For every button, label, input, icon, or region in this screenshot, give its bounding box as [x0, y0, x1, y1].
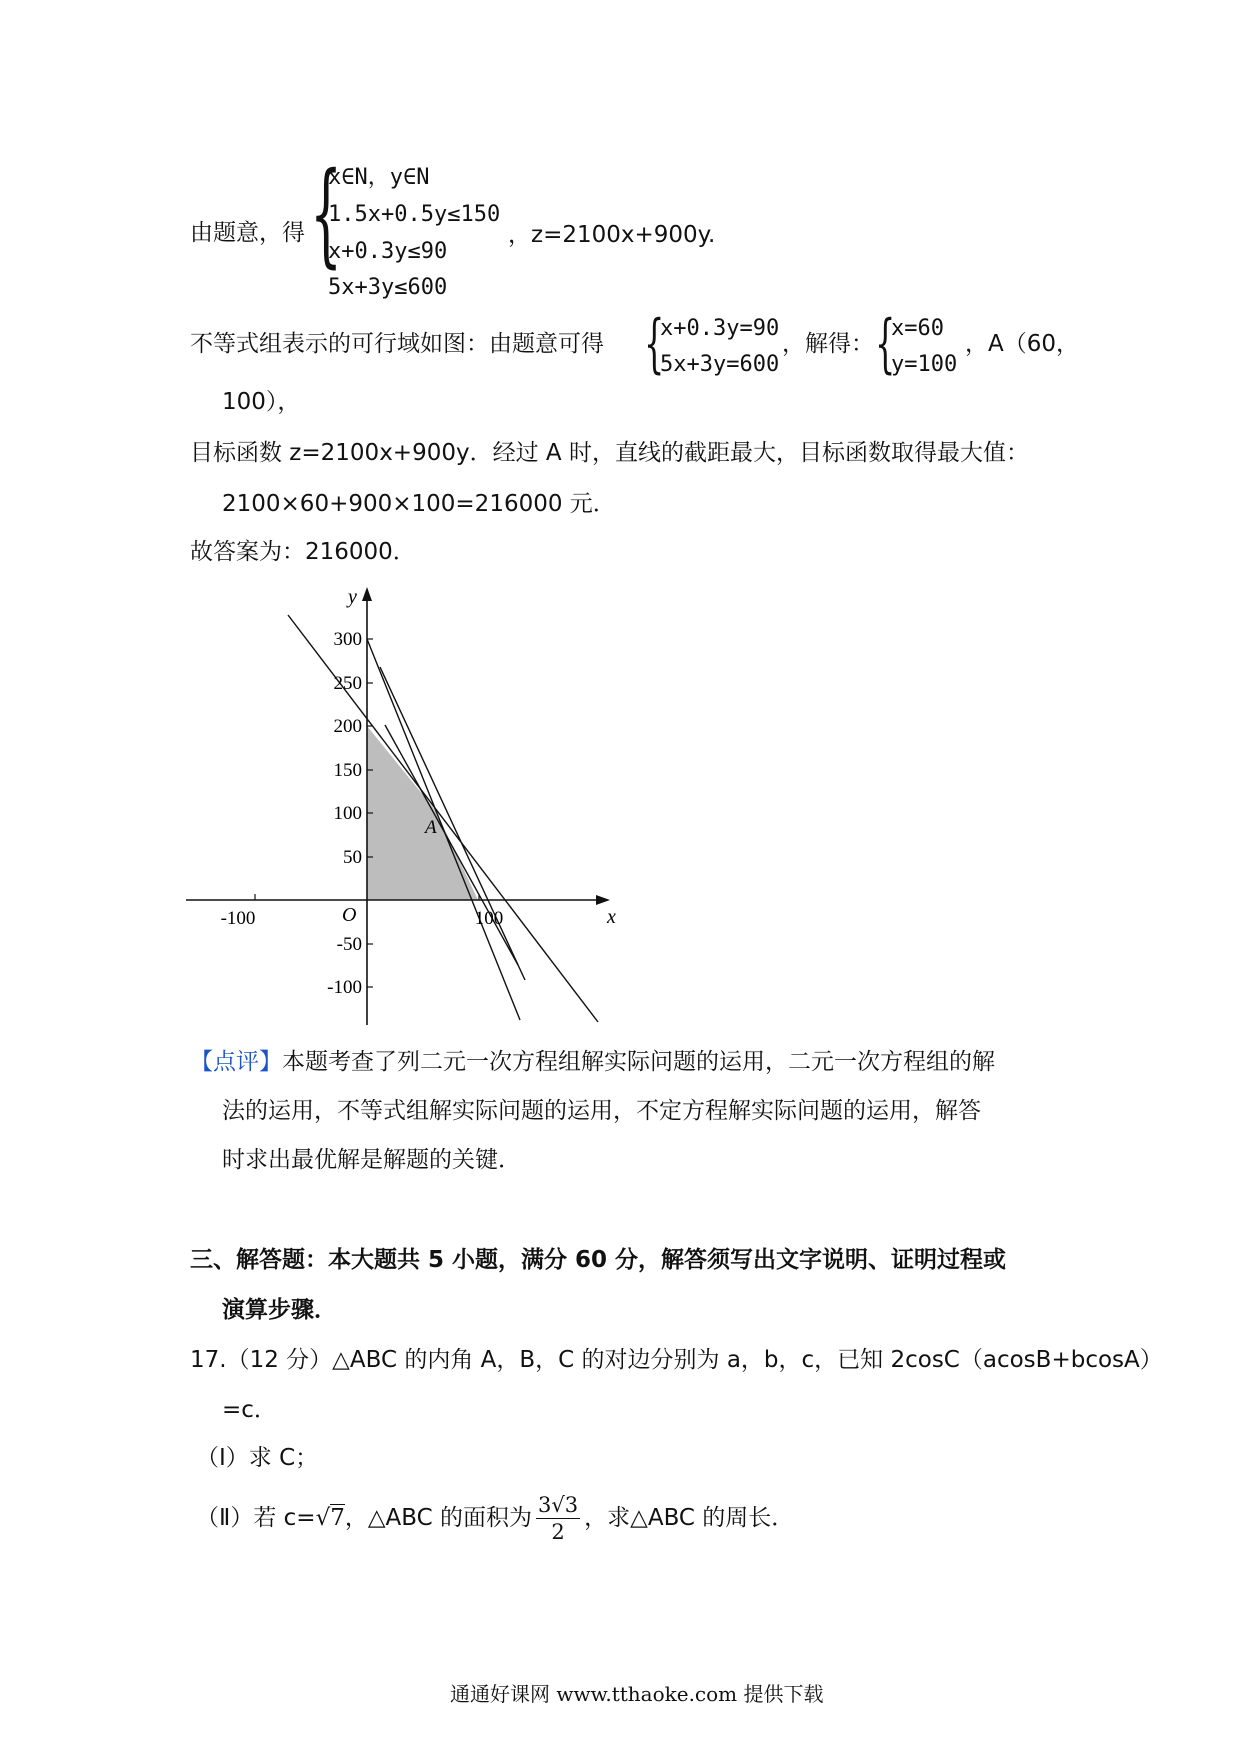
- brace-system2: {: [644, 307, 665, 381]
- answer-line: 故答案为：216000．: [190, 539, 416, 565]
- system1-line2: 1.5x+0.5y≤150: [328, 202, 501, 227]
- y-axis-arrow: [362, 587, 372, 601]
- x-axis-arrow: [596, 895, 610, 905]
- fraction-denominator: 2: [551, 1520, 565, 1544]
- y-tick-neg50: -50: [336, 934, 362, 955]
- feasible-text: 不等式组表示的可行域如图：由题意可得: [190, 331, 604, 357]
- footer-text: 通通好课网 www.tthaoke.com 提供下载: [450, 1682, 824, 1706]
- objective-desc: 目标函数 z=2100x+900y．经过 A 时，直线的截距最大，目标函数取得最大值：: [190, 440, 1029, 466]
- y-tick-250: 250: [333, 673, 362, 694]
- area-fraction: [536, 1492, 580, 1545]
- system1-line4: 5x+3y≤600: [328, 275, 448, 300]
- part2-mid: ，△ABC 的面积为: [344, 1505, 533, 1531]
- system1-line1: x∈N，y∈N: [328, 165, 430, 190]
- problem17-part1: （Ⅰ）求 C；: [196, 1445, 319, 1471]
- objective-text: ，z=2100x+900y.: [508, 222, 716, 248]
- system3-line1: x=60: [891, 316, 944, 341]
- x-axis-label: x: [607, 906, 616, 928]
- y-tick-200: 200: [333, 716, 362, 737]
- brace-system3: {: [875, 307, 896, 381]
- x-tick-neg100: -100: [220, 908, 256, 929]
- system3-line2: y=100: [891, 352, 958, 377]
- part2-suffix: ，求△ABC 的周长．: [584, 1505, 795, 1531]
- point-a-label: A: [425, 817, 437, 838]
- solve-text: ，解得：: [782, 331, 874, 357]
- y-axis-label: y: [348, 586, 357, 608]
- point-cont: 100），: [222, 389, 301, 415]
- feasible-region-graph: [180, 575, 630, 1035]
- calc-line: 2100×60+900×100=216000 元．: [222, 491, 616, 517]
- part2-prefix: （Ⅱ）若 c=: [196, 1505, 316, 1531]
- problem17-stem2: =c．: [222, 1397, 277, 1423]
- system1-line3: x+0.3y≤90: [328, 239, 448, 264]
- y-tick-neg100: -100: [327, 977, 362, 998]
- comment-line2: 法的运用，不等式组解实际问题的运用，不定方程解实际问题的运用，解答: [222, 1098, 981, 1124]
- y-tick-300: 300: [333, 629, 362, 650]
- comment-line1: [190, 1047, 995, 1077]
- y-tick-150: 150: [333, 760, 362, 781]
- x-tick-100: 100: [474, 908, 504, 929]
- intro-text: 由题意，得: [190, 220, 305, 246]
- problem17-part2: [196, 1492, 794, 1545]
- comment-tag: 【点评】: [190, 1049, 282, 1075]
- brace-system1: {: [310, 149, 343, 279]
- y-tick-50: 50: [343, 847, 362, 868]
- sqrt-seven: √7: [315, 1505, 345, 1531]
- system2-line1: x+0.3y=90: [660, 316, 780, 341]
- section-heading-line2: 演算步骤．: [222, 1297, 337, 1323]
- section-heading-line1: 三、解答题：本大题共 5 小题，满分 60 分，解答须写出文字说明、证明过程或: [190, 1247, 1007, 1273]
- fraction-numerator: 3√3: [538, 1493, 579, 1517]
- system2-line2: 5x+3y=600: [660, 352, 780, 377]
- point-text: ，A（60，: [965, 331, 1080, 357]
- origin-label: O: [342, 904, 357, 926]
- y-tick-100: 100: [333, 803, 362, 824]
- sqrt-radicand: 7: [330, 1505, 345, 1531]
- problem17-stem1: 17.（12 分）△ABC 的内角 A，B，C 的对边分别为 a，b，c，已知 2cosC（acosB+bcosA）: [190, 1347, 1163, 1373]
- comment-text1: 本题考查了列二元一次方程组解实际问题的运用，二元一次方程组的解: [282, 1049, 995, 1075]
- comment-line3: 时求出最优解是解题的关键．: [222, 1147, 521, 1173]
